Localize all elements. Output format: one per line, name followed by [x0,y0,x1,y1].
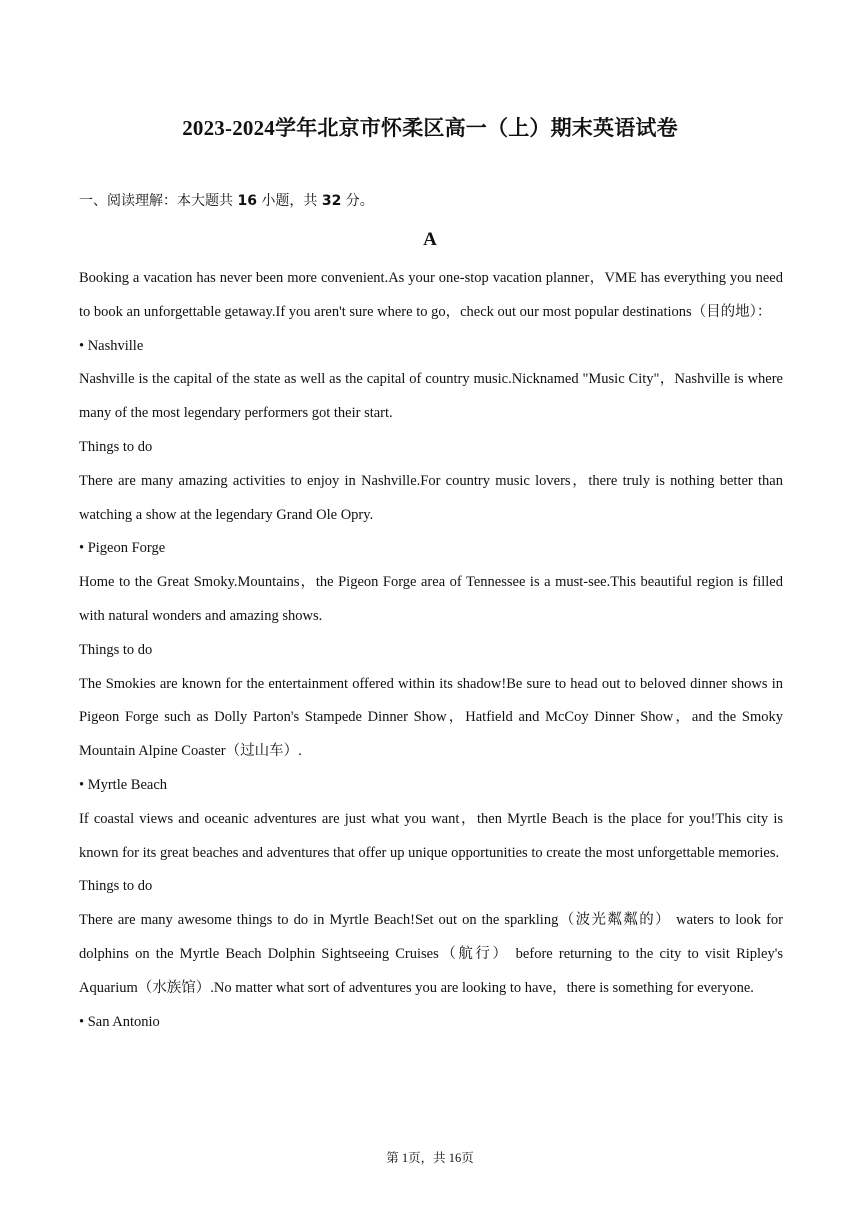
paragraph-myrtle-beach: If coastal views and oceanic adventures are just what you want，then Myrtle Beach is the place for you!This city is known for its great beaches and adventures that offer up unique opportunities to create the most unforgettable memories. [79,810,783,861]
destination-heading-myrtle-beach: • Myrtle Beach [79,776,168,793]
things-to-do-heading: Things to do [79,878,153,895]
passage-body [79,262,783,1039]
point-total: 32 [321,193,342,209]
section-heading [79,190,374,210]
paragraph-myrtle-beach-activities: There are many awesome things to do in Myrtle Beach!Set out on the sparkling（波光粼粼的） waters to look for dolphins on the Myrtle Beach Dolphin Sightseeing Cruises（航行） before returning to the city to visit Ripley's Aquarium（水族馆）.No matter what sort of adventures you are looking to have，there is something for everyone. [79,912,783,996]
section-suffix: 分。 [345,193,374,209]
destination-heading-pigeon-forge: • Pigeon Forge [79,540,166,557]
paragraph-pigeon-forge-activities: The Smokies are known for the entertainment offered within its shadow!Be sure to head out to beloved dinner shows in Pigeon Forge such as Dolly Parton's Stampede Dinner Show，Hatfield and McCoy Dinner Show，and the Smoky Mountain Alpine Coaster（过山车）. [79,675,783,760]
passage-label: A [423,229,437,250]
page-footer: 第 1页，共 16页 [386,1151,474,1165]
exam-title: 2023-2024学年北京市怀柔区高一（上）期末英语试卷 [182,116,678,140]
paragraph-nashville: Nashville is the capital of the state as well as the capital of country music.Nicknamed "Music City"，Nashville is where many of the most legendary performers got their start. [79,371,783,422]
section-prefix: 一、阅读理解：本大题共 [79,193,233,209]
things-to-do-heading: Things to do [79,438,153,455]
paragraph-nashville-activities: There are many amazing activities to enjoy in Nashville.For country music lovers，there truly is nothing better than watching a show at the legendary Grand Ole Opry. [79,472,783,523]
section-middle: 小题，共 [261,193,318,209]
destination-heading-san-antonio: • San Antonio [79,1013,160,1030]
destination-heading-nashville: • Nashville [79,337,144,354]
paragraph-pigeon-forge: Home to the Great Smoky.Mountains，the Pigeon Forge area of Tennessee is a must-see.This beautiful region is filled with natural wonders and amazing shows. [79,574,783,624]
things-to-do-heading: Things to do [79,641,153,658]
question-count: 16 [237,193,257,209]
paragraph-intro: Booking a vacation has never been more convenient.As your one-stop vacation planner，VME has everything you need to book an unforgettable getaway.If you aren't sure where to go，check out our most popular destinations（目的地）： [79,270,783,320]
